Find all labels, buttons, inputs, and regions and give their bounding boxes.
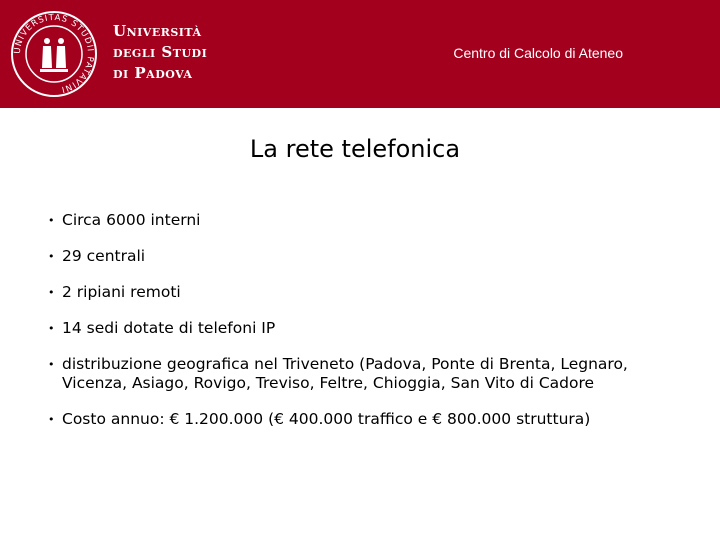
slide-title: La rete telefonica [249, 135, 461, 163]
bullet-dot: • [48, 322, 55, 335]
seal-ring-text: UNIVERSITAS STUDII PATAVINI [12, 12, 96, 95]
university-name-line-1: Università [113, 22, 202, 40]
university-name-line-3: di Padova [113, 64, 193, 82]
university-name-line-2: degli Studi [113, 43, 208, 61]
bullet-dot: • [48, 250, 55, 263]
university-name [113, 21, 207, 84]
bullet-item [46, 247, 686, 266]
bullet-dot: • [48, 214, 55, 227]
bullet-text: Costo annuo: € 1.200.000 (€ 400.000 traffico e € 800.000 struttura) [62, 410, 591, 428]
bullet-item [46, 355, 686, 393]
bullet-text: 29 centrali [62, 247, 146, 265]
bullet-item [46, 211, 686, 230]
bullet-list [46, 211, 686, 446]
bullet-text: 2 ripiani remoti [62, 283, 181, 301]
header-banner [0, 0, 720, 108]
bullet-dot: • [48, 286, 55, 299]
bullet-text: 14 sedi dotate di telefoni IP [62, 319, 276, 337]
bullet-item [46, 283, 686, 302]
bullet-item [46, 410, 686, 429]
bullet-text: Circa 6000 interni [62, 211, 201, 229]
bullet-item [46, 319, 686, 338]
university-seal-logo [10, 10, 98, 98]
header-title: Centro di Calcolo di Ateneo [453, 45, 623, 61]
bullet-dot: • [48, 358, 55, 371]
bullet-text: distribuzione geografica nel Triveneto (Padova, Ponte di Brenta, Legnaro, Vicenza, Asiago, Rovigo, Treviso, Feltre, Chioggia, San Vito di Cadore [62, 355, 628, 392]
bullet-dot: • [48, 413, 55, 426]
